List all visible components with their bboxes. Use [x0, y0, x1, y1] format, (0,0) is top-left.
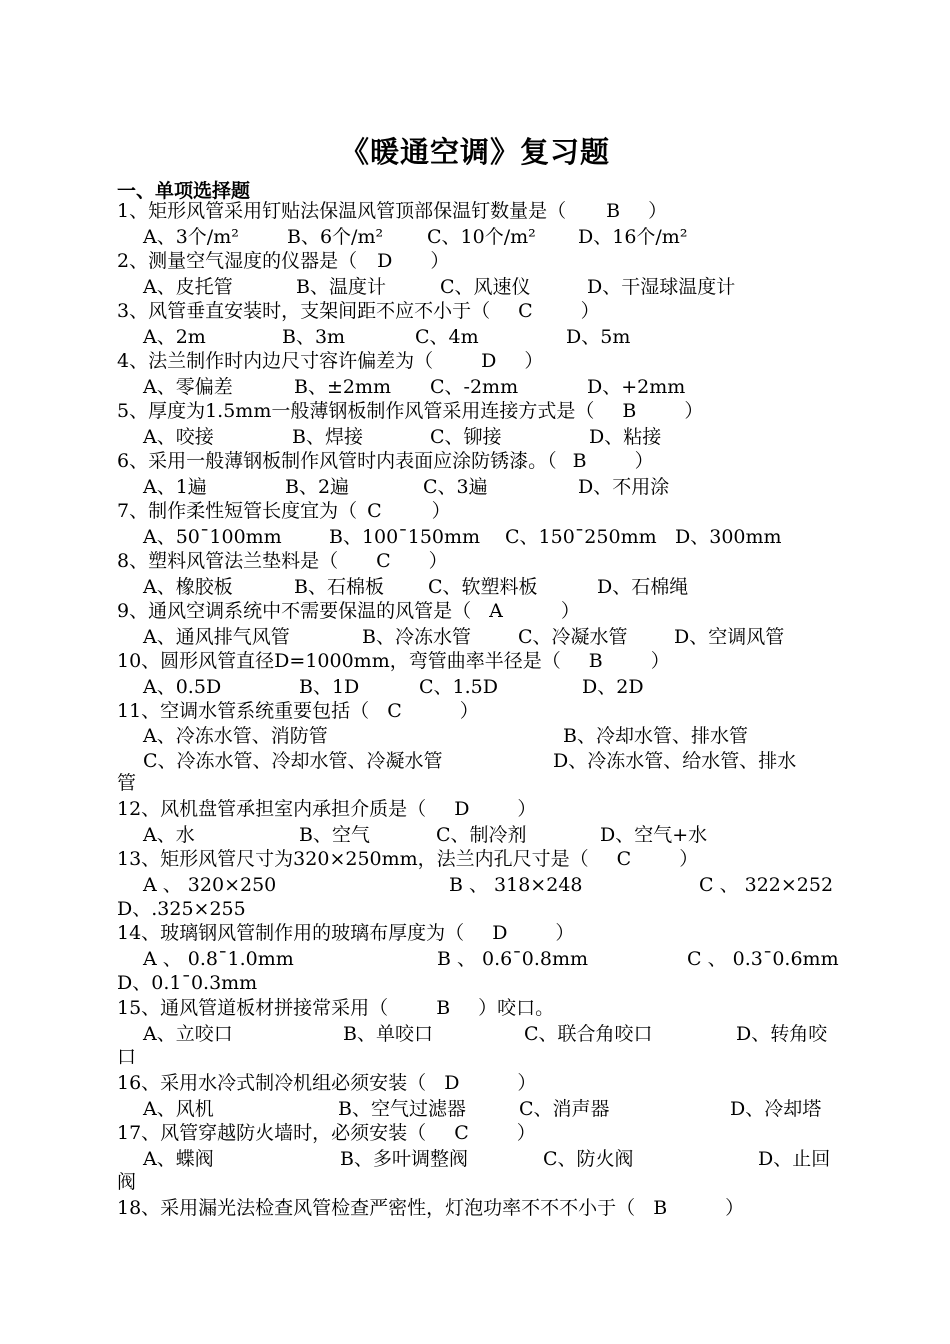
option-c: C、防火阀 — [543, 1148, 634, 1170]
option-a: A、2m — [143, 326, 206, 348]
answer: B — [622, 400, 637, 422]
option-a: A、0.5D — [143, 676, 222, 698]
option-c: C、10个/m² — [427, 226, 536, 248]
option-d: D、石棉绳 — [597, 576, 689, 598]
option-b: B、±2mm — [294, 376, 392, 398]
option-d: D、0.1¯0.3mm — [117, 972, 258, 994]
question-text: 18、采用漏光法检查风管检查严密性，灯泡功率不不不小于（ — [117, 1197, 636, 1219]
question-6: 6、采用一般薄钢板制作风管时内表面应涂防锈漆。（ B ） — [117, 450, 654, 472]
option-c: C、风速仪 — [440, 276, 531, 298]
question-text: 11、空调水管系统重要包括（ — [117, 700, 370, 722]
option-d: D、.325×255 — [117, 898, 246, 920]
question-text: 13、矩形风管尺寸为320×250mm，法兰内孔尺寸是（ — [117, 848, 589, 870]
option-a: A、水 — [143, 824, 195, 846]
page-title: 《暖通空调》复习题 — [339, 135, 610, 169]
option-d-wrap: 口 — [117, 1046, 137, 1068]
answer: C — [387, 700, 402, 722]
option-d: D、粘接 — [589, 426, 662, 448]
option-d: D、不用涂 — [578, 476, 670, 498]
answer: D — [481, 350, 497, 372]
option-b: B 、 318×248 — [449, 874, 583, 896]
option-b: B、2遍 — [285, 476, 350, 498]
section-heading: 一、单项选择题 — [117, 180, 251, 202]
option-c: C 、 322×252 — [699, 874, 834, 896]
option-a: A、冷冻水管、消防管 — [143, 725, 328, 747]
question-1: 1、矩形风管采用钉贴法保温风管顶部保温钉数量是（ B ） — [117, 200, 668, 222]
option-b: B、6个/m² — [287, 226, 384, 248]
option-d: D、冷却塔 — [730, 1098, 822, 1120]
option-c: C、铆接 — [430, 426, 502, 448]
option-a: A、咬接 — [143, 426, 214, 448]
question-text: 16、采用水冷式制冷机组必须安装（ — [117, 1072, 427, 1094]
option-b: B、石棉板 — [294, 576, 384, 598]
answer: D — [444, 1072, 460, 1094]
answer: C — [616, 848, 632, 870]
option-d: D、止回 — [758, 1148, 831, 1170]
question-13: 13、矩形风管尺寸为320×250mm，法兰内孔尺寸是（ C ） — [117, 848, 699, 870]
question-14: 14、玻璃钢风管制作用的玻璃布厚度为（ D ） — [117, 922, 575, 944]
question-text: 1、矩形风管采用钉贴法保温风管顶部保温钉数量是（ — [117, 200, 567, 222]
question-text: 14、玻璃钢风管制作用的玻璃布厚度为（ — [117, 922, 465, 944]
question-text: 7、制作柔性短管长度宜为（ — [117, 500, 358, 522]
option-c: C、消声器 — [519, 1098, 610, 1120]
option-d-wrap: 管 — [117, 772, 137, 794]
answer: C — [454, 1122, 469, 1144]
question-text: 17、风管穿越防火墙时，必须安装（ — [117, 1122, 427, 1144]
question-2: 2、测量空气湿度的仪器是（ D ） — [117, 250, 450, 272]
option-c: C、-2mm — [430, 376, 519, 398]
option-b: B、焊接 — [292, 426, 363, 448]
option-b: B、3m — [282, 326, 346, 348]
option-b: B、温度计 — [296, 276, 386, 298]
question-text: 9、通风空调系统中不需要保温的风管是（ — [117, 600, 472, 622]
question-text: 3、风管垂直安装时，支架间距不应不小于（ — [117, 300, 491, 322]
option-b: B、空气过滤器 — [338, 1098, 466, 1120]
option-c: C、冷凝水管 — [518, 626, 628, 648]
option-d: D、转角咬 — [736, 1023, 828, 1045]
answer: A — [489, 600, 503, 622]
option-c: C 、 0.3¯0.6mm — [687, 948, 839, 970]
option-a: A、1遍 — [143, 476, 207, 498]
answer: D — [377, 250, 393, 272]
question-17: 17、风管穿越防火墙时，必须安装（ C ） — [117, 1122, 536, 1144]
option-a: A 、 320×250 — [143, 874, 277, 896]
option-d: D、干湿球温度计 — [587, 276, 736, 298]
question-9: 9、通风空调系统中不需要保温的风管是（ A ） — [117, 600, 580, 622]
option-d-wrap: 阀 — [117, 1171, 137, 1193]
option-c: C、软塑料板 — [428, 576, 538, 598]
option-b: B、单咬口 — [343, 1023, 433, 1045]
option-c: C、制冷剂 — [436, 824, 527, 846]
answer: B — [653, 1197, 668, 1219]
question-8: 8、塑料风管法兰垫料是（ C ） — [117, 550, 448, 572]
option-a: A、50¯100mm — [143, 526, 282, 548]
question-11: 11、空调水管系统重要包括（ C ） — [117, 700, 479, 722]
option-b: B、100¯150mm — [329, 526, 481, 548]
question-text: 10、圆形风管直径D=1000mm，弯管曲率半径是（ — [117, 650, 561, 672]
question-text: 5、厚度为1.5mm一般薄钢板制作风管采用连接方式是（ — [117, 400, 595, 422]
answer: B — [436, 997, 451, 1019]
answer: D — [492, 922, 508, 944]
answer: B — [606, 200, 621, 222]
question-18: 18、采用漏光法检查风管检查严密性，灯泡功率不不不小于（ B ） — [117, 1197, 745, 1219]
question-text: 2、测量空气湿度的仪器是（ — [117, 250, 358, 272]
option-b: B、空气 — [299, 824, 370, 846]
question-16: 16、采用水冷式制冷机组必须安装（ D ） — [117, 1072, 537, 1094]
option-a: A、蝶阀 — [143, 1148, 214, 1170]
question-15: 15、通风管道板材拼接常采用（ B ）咬口。 — [117, 997, 555, 1019]
question-text: 8、塑料风管法兰垫料是（ — [117, 550, 339, 572]
question-10: 10、圆形风管直径D=1000mm，弯管曲率半径是（ B ） — [117, 650, 670, 672]
option-a: A、零偏差 — [143, 376, 233, 398]
option-c: C、联合角咬口 — [524, 1023, 653, 1045]
option-a: A、皮托管 — [143, 276, 233, 298]
option-d: D、空调风管 — [674, 626, 785, 648]
option-a: A、风机 — [143, 1098, 214, 1120]
option-b: B、多叶调整阀 — [340, 1148, 468, 1170]
question-5: 5、厚度为1.5mm一般薄钢板制作风管采用连接方式是（ B ） — [117, 400, 704, 422]
option-d: D、+2mm — [587, 376, 686, 398]
option-c: C、4m — [415, 326, 479, 348]
answer: C — [376, 550, 391, 572]
answer: D — [454, 798, 470, 820]
question-4: 4、法兰制作时内边尺寸容许偏差为（ D ） — [117, 350, 544, 372]
answer: B — [588, 650, 603, 672]
option-b: B、1D — [299, 676, 360, 698]
option-d: D、16个/m² — [578, 226, 688, 248]
option-a: A、通风排气风管 — [143, 626, 290, 648]
option-d: D、5m — [566, 326, 631, 348]
option-b: B 、 0.6¯0.8mm — [437, 948, 589, 970]
option-d: D、冷冻水管、给水管、排水 — [553, 750, 797, 772]
question-text: 12、风机盘管承担室内承担介质是（ — [117, 798, 427, 820]
answer: B — [572, 450, 587, 472]
option-c: C、3遍 — [423, 476, 488, 498]
option-d: D、空气+水 — [600, 824, 708, 846]
option-d: D、300mm — [675, 526, 782, 548]
option-a: A 、 0.8¯1.0mm — [143, 948, 294, 970]
option-a: A、3个/m² — [143, 226, 239, 248]
question-text: 15、通风管道板材拼接常采用（ — [117, 997, 389, 1019]
answer: C — [518, 300, 533, 322]
option-b: B、冷却水管、排水管 — [563, 725, 748, 747]
option-c: C、冷冻水管、冷却水管、冷凝水管 — [143, 750, 443, 772]
question-7: 7、制作柔性短管长度宜为（ C ） — [117, 500, 451, 522]
answer: C — [367, 500, 382, 522]
option-d: D、2D — [582, 676, 644, 698]
question-12: 12、风机盘管承担室内承担介质是（ D ） — [117, 798, 537, 820]
option-c: C、150¯250mm — [505, 526, 657, 548]
option-a: A、橡胶板 — [143, 576, 233, 598]
question-text: 4、法兰制作时内边尺寸容许偏差为（ — [117, 350, 434, 372]
option-c: C、1.5D — [419, 676, 498, 698]
option-b: B、冷冻水管 — [362, 626, 471, 648]
question-3: 3、风管垂直安装时，支架间距不应不小于（ C ） — [117, 300, 600, 322]
question-text: 6、采用一般薄钢板制作风管时内表面应涂防锈漆。（ — [117, 450, 557, 472]
option-a: A、立咬口 — [143, 1023, 233, 1045]
